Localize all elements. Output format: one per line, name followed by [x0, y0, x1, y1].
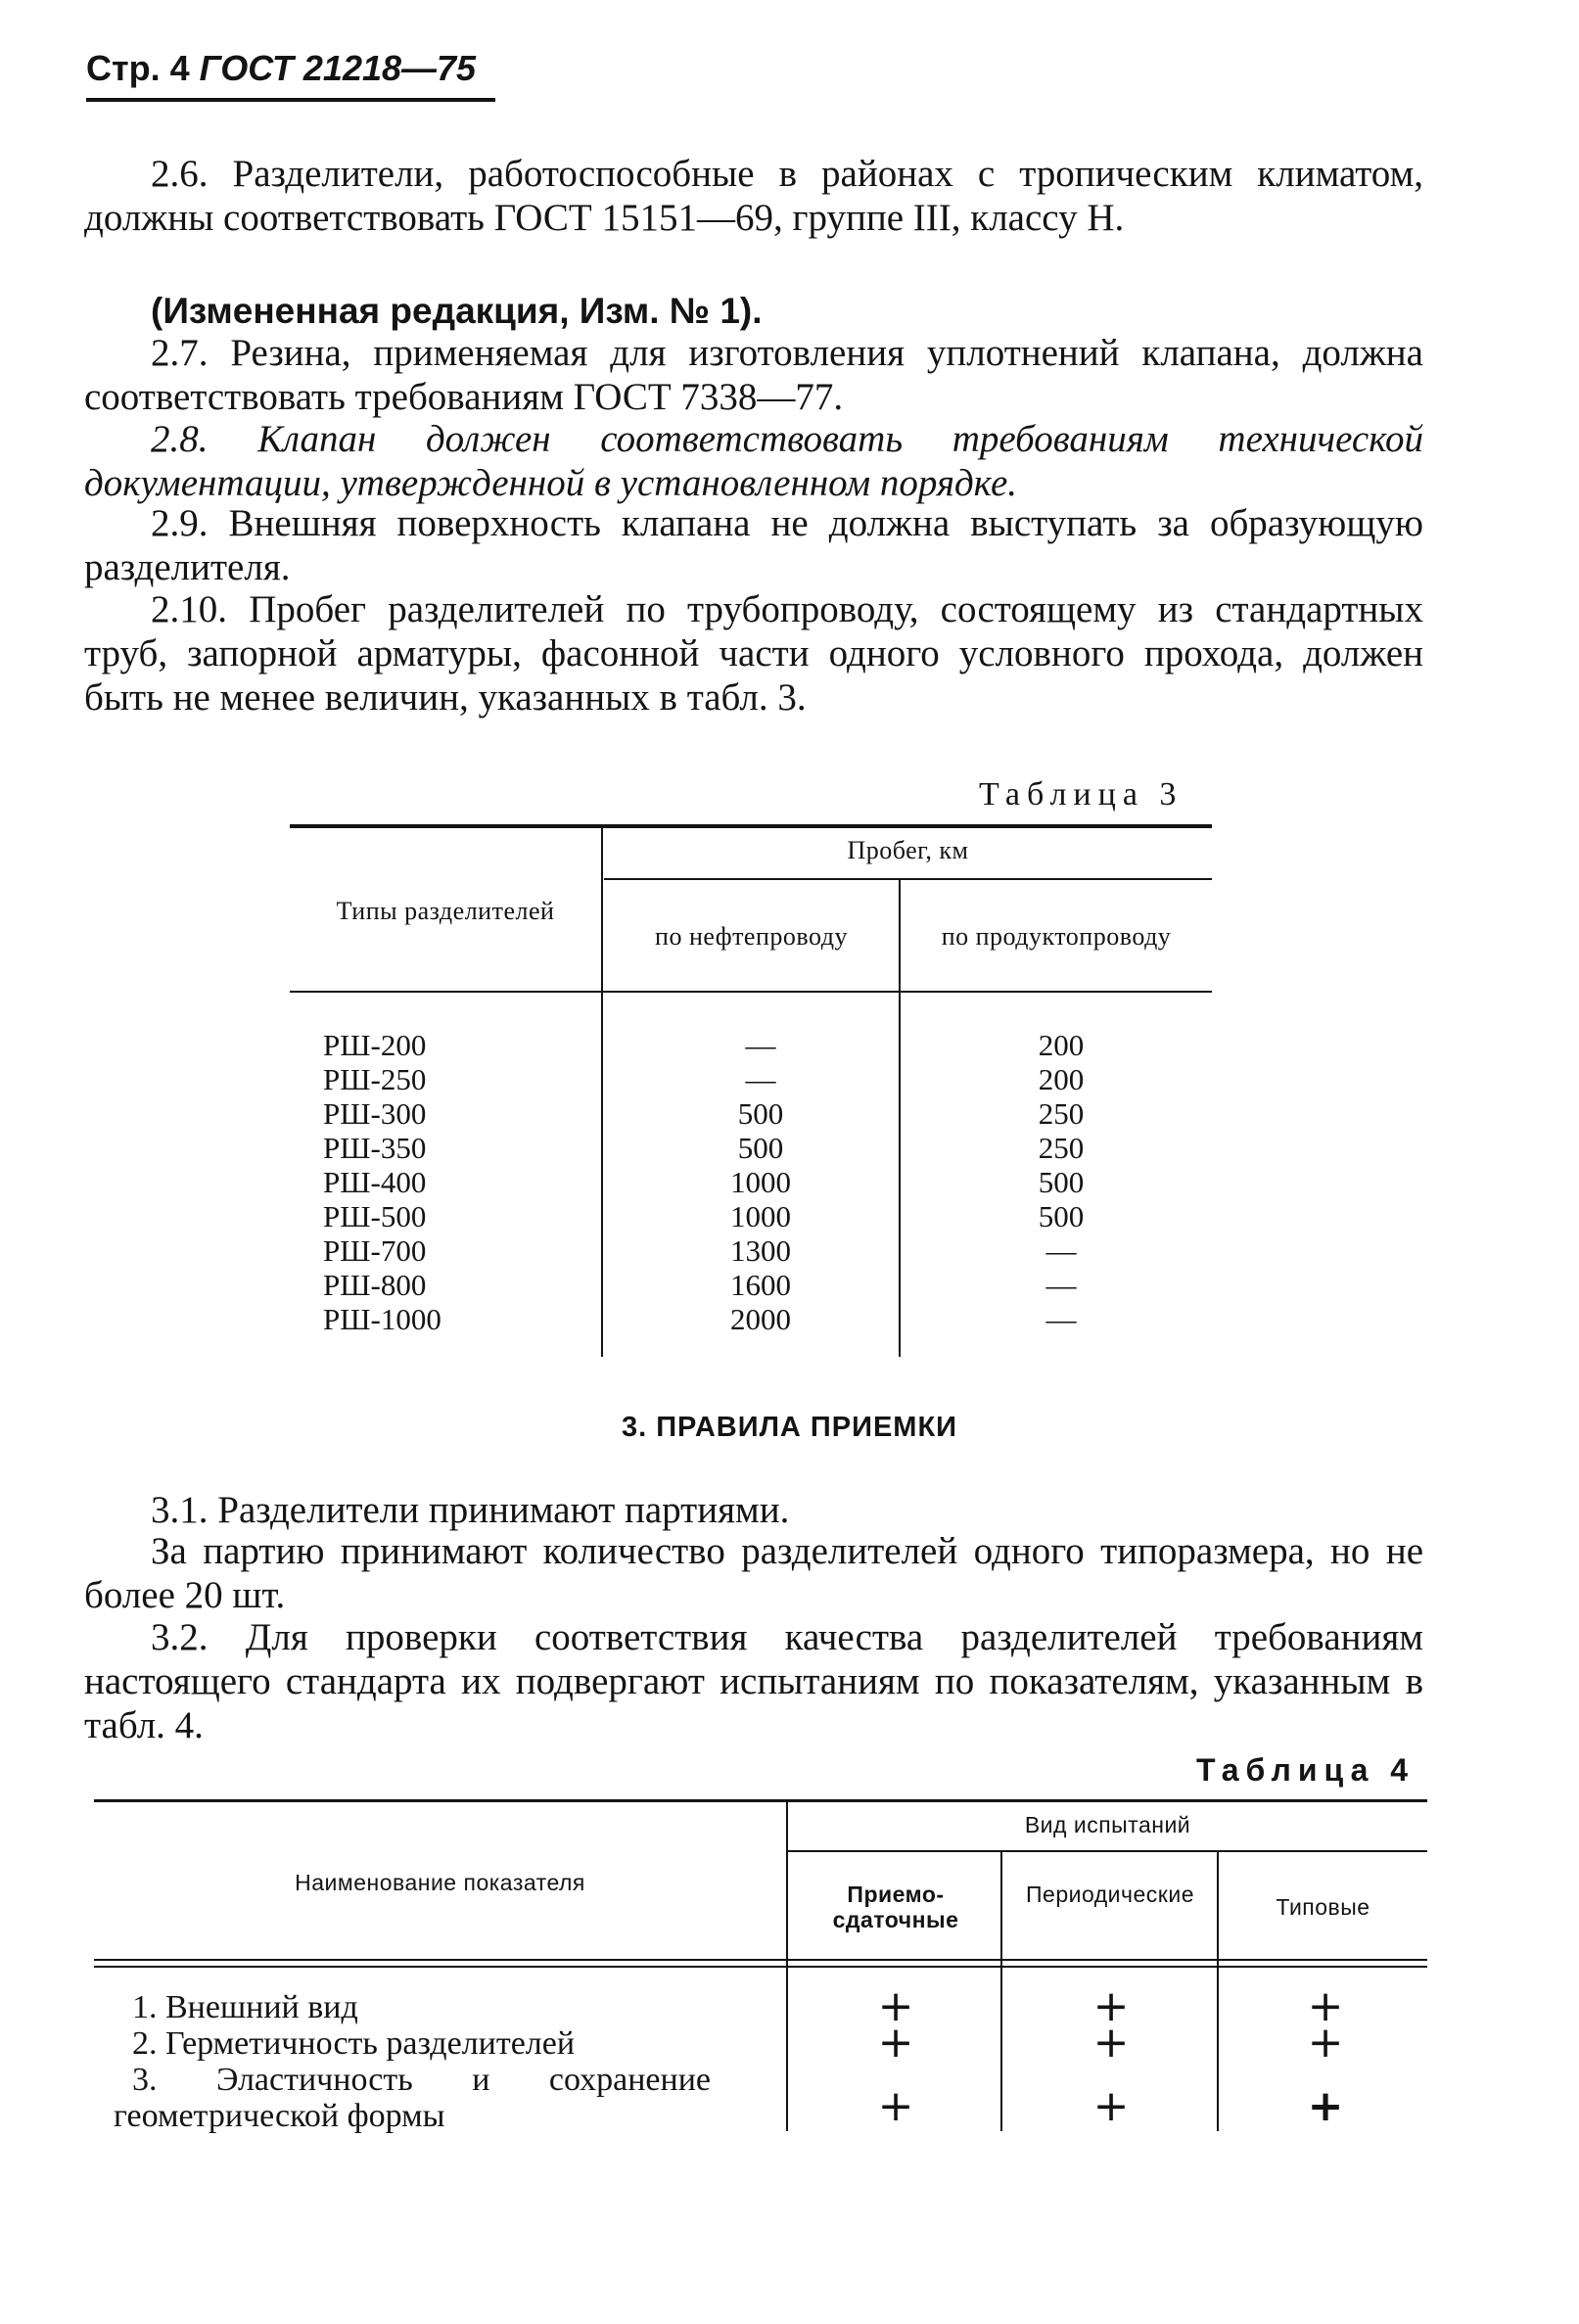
table-3-type: РШ-700: [323, 1233, 427, 1268]
table-4-group-rule: [788, 1850, 1427, 1852]
table-3-group-rule: [604, 878, 1212, 880]
table-4-header-rule: [94, 1966, 1427, 1968]
table-3-product: —: [1045, 1302, 1077, 1336]
paragraph-3-1-batch: За партию принимают количество разделителей одного типоразмера, но не более 20 шт.: [84, 1530, 1423, 1616]
table-3-col-group: Пробег, км: [847, 836, 969, 864]
table-3-type: РШ-350: [323, 1131, 427, 1165]
table-3-product: 250: [1038, 1131, 1085, 1165]
table-3-type: РШ-800: [323, 1268, 427, 1302]
table-4-type: +: [1307, 1981, 1344, 2031]
table-3-oil: 1600: [730, 1268, 791, 1302]
table-3-product: 200: [1038, 1062, 1085, 1096]
table-3-divider: [601, 828, 603, 1357]
table-3-type: РШ-1000: [323, 1302, 441, 1336]
table-4-periodic: +: [1092, 2081, 1130, 2131]
table-3-product: 500: [1038, 1199, 1085, 1233]
table-3-product: 200: [1038, 1028, 1085, 1062]
header-rule: [86, 98, 495, 102]
paragraph-2-7: 2.7. Резина, применяемая для изготовления уплотнений клапана, должна соответствовать требованиям ГОСТ 7338—77.: [84, 332, 1423, 418]
paragraph-2-8: 2.8. Клапан должен соответствовать требованиям технической документации, утвержденной в установленном порядке.: [84, 418, 1423, 504]
table-4-caption: Таблица 4: [1196, 1752, 1416, 1788]
paragraph-2-10: 2.10. Пробег разделителей по трубопроводу, состоящему из стандартных труб, запорной арматуры, фасонной части одного условного прохода, должен быть не менее величин, указанных в табл. 3.: [84, 588, 1423, 719]
standard-number: ГОСТ 21218—75: [199, 48, 477, 88]
table-3-product: —: [1045, 1268, 1077, 1302]
table-4-name: 2. Герметичность разделителей: [132, 2025, 576, 2062]
page-number: Стр. 4: [86, 48, 190, 88]
table-3-oil: —: [745, 1028, 776, 1062]
table-4-divider: [1000, 1852, 1002, 2131]
table-3-oil: —: [745, 1062, 776, 1096]
table-3-col-oil: по нефтепроводу: [655, 922, 848, 951]
table-3-oil: 500: [737, 1131, 784, 1165]
paragraph-2-9: 2.9. Внешняя поверхность клапана не должна выступать за образующую разделителя.: [84, 502, 1423, 588]
table-3-type: РШ-300: [323, 1096, 427, 1131]
table-4-col-accept: Приемо-сдаточные: [832, 1882, 959, 1932]
table-3-col-type: Типы разделителей: [336, 897, 555, 925]
table-3-col-product: по продуктопроводу: [941, 922, 1172, 951]
table-4-name: 1. Внешний вид: [132, 1989, 358, 2025]
table-3-type: РШ-400: [323, 1165, 427, 1199]
section-3-title: 3. ПРАВИЛА ПРИЕМКИ: [621, 1412, 958, 1443]
paragraph-3-2: 3.2. Для проверки соответствия качества разделителей требованиям настоящего стандарта их подвергают испытаниям по показателям, указанным в табл. 4.: [84, 1616, 1423, 1746]
table-3-type: РШ-200: [323, 1028, 427, 1062]
table-3-product: 250: [1038, 1096, 1085, 1131]
table-4-accept: +: [877, 2081, 914, 2131]
table-4-divider: [786, 1802, 788, 2131]
table-4-top-rule: [94, 1799, 1427, 1802]
amendment-note: (Измененная редакция, Изм. № 1).: [151, 291, 763, 331]
table-4-periodic: +: [1092, 2018, 1130, 2068]
paragraph-3-1: 3.1. Разделители принимают партиями.: [151, 1489, 790, 1531]
table-3-divider: [899, 880, 901, 1357]
table-4-col-periodic: Периодические: [1026, 1882, 1194, 1907]
table-3-oil: 1300: [730, 1233, 791, 1268]
table-3-product: —: [1045, 1233, 1077, 1268]
table-4-name: 3. Эластичность и сохранение геометрической формы: [114, 2062, 711, 2134]
table-4-periodic: +: [1092, 1981, 1130, 2031]
table-4-col-name: Наименование показателя: [295, 1870, 585, 1895]
page-header: [86, 47, 495, 90]
table-3-type: РШ-500: [323, 1199, 427, 1233]
table-3-oil: 2000: [730, 1302, 791, 1336]
paragraph-2-6: 2.6. Разделители, работоспособные в районах с тропическим климатом, должны соответствовать ГОСТ 15151—69, группе III, классу Н.: [84, 153, 1423, 239]
table-3-product: 500: [1038, 1165, 1085, 1199]
table-4-col-group: Вид испытаний: [1024, 1812, 1191, 1837]
table-3-top-rule: [290, 824, 1212, 828]
table-3-oil: 500: [737, 1096, 784, 1131]
table-3-oil: 1000: [730, 1199, 791, 1233]
table-3-type: РШ-250: [323, 1062, 427, 1096]
table-4-header-rule: [94, 1959, 1427, 1961]
table-4-accept: +: [877, 1981, 914, 2031]
table-4-type: +: [1307, 2018, 1344, 2068]
table-3-caption: Таблица 3: [979, 776, 1184, 813]
table-4-accept: +: [877, 2018, 914, 2068]
table-4-type: +: [1307, 2081, 1344, 2131]
table-3-oil: 1000: [730, 1165, 791, 1199]
table-3-header-rule: [290, 991, 1212, 993]
table-4-col-type: Типовые: [1276, 1894, 1370, 1920]
